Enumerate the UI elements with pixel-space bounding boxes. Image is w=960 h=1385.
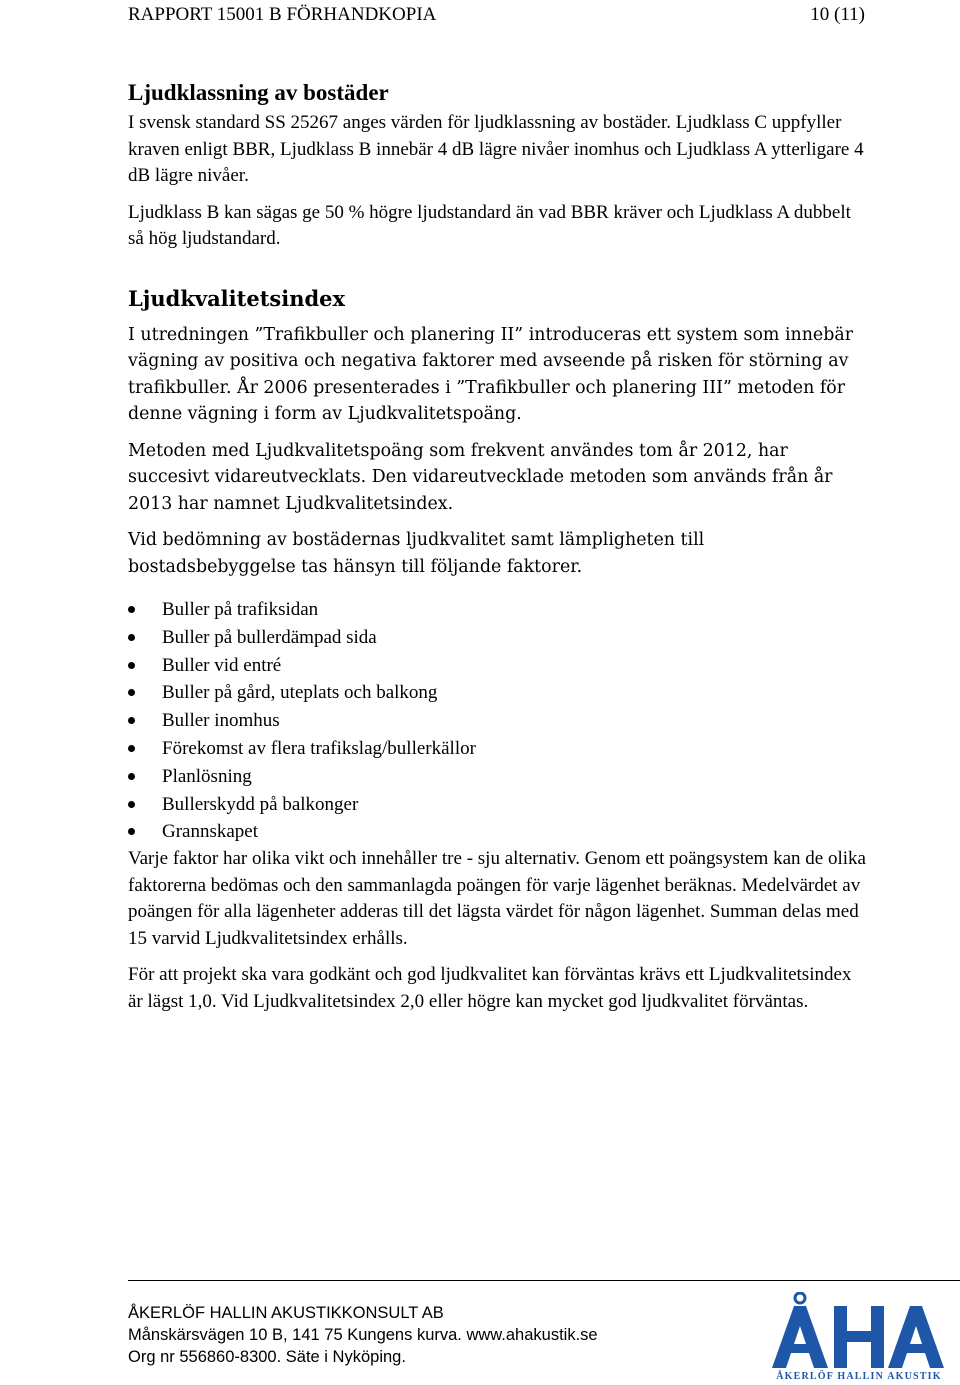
list-item: Buller på trafiksidan (128, 596, 868, 624)
list-item: Buller på bullerdämpad sida (128, 624, 868, 652)
bullet-icon (128, 606, 135, 613)
list-item: Buller vid entré (128, 652, 868, 680)
paragraph: I svensk standard SS 25267 anges värden för ljudklassning av bostäder. Ljudklass C uppfyller kraven enligt BBR, Ljudklass B innebär 4 dB lägre nivåer inomhus och Ljudklass A ytterligare 4 dB lägre nivåer. (128, 112, 864, 186)
aha-logo (764, 1292, 954, 1384)
bullet-icon (128, 801, 135, 808)
list-item: Förekomst av flera trafikslag/bullerkällor (128, 735, 868, 763)
paragraph: Metoden med Ljudkvalitetspoäng som frekvent användes tom år 2012, har succesivt vidareutvecklats. Den vidareutvecklade metoden som används från år 2013 har namnet Ljudkvalitetsindex. (128, 440, 833, 514)
company-address: Månskärsvägen 10 B, 141 75 Kungens kurva. www.ahakustik.se (128, 1326, 598, 1344)
paragraph: Ljudklass B kan sägas ge 50 % högre ljudstandard än vad BBR kräver och Ljudklass A dubbelt så hög ljudstandard. (128, 201, 851, 249)
page-number: 10 (11) (810, 4, 865, 25)
bullet-icon (128, 717, 135, 724)
factor-list (128, 596, 868, 846)
company-org-number: Org nr 556860-8300. Säte i Nyköping. (128, 1348, 406, 1366)
paragraph: I utredningen ”Trafikbuller och planering II” introduceras ett system som innebär vägning av positiva och negativa faktorer med avseende på risken för störning av trafikbuller. År 2006 presenterades i ”Trafikbuller och planering III” metoden för denne vägning i form av Ljudkvalitetspoäng. (128, 324, 854, 424)
list-item: Bullerskydd på balkonger (128, 791, 868, 819)
page-header (128, 4, 865, 26)
report-title: RAPPORT 15001 B FÖRHANDKOPIA (128, 4, 437, 25)
footer-divider (128, 1280, 960, 1281)
section-heading-ljudklassning: Ljudklassning av bostäder (128, 80, 389, 105)
paragraph: Vid bedömning av bostädernas ljudkvalitet samt lämpligheten till bostadsbebyggelse tas hänsyn till följande faktorer. (128, 530, 705, 577)
bullet-icon (128, 828, 135, 835)
bullet-icon (128, 662, 135, 669)
list-item: Buller inomhus (128, 707, 868, 735)
bullet-icon (128, 689, 135, 696)
list-item: Buller på gård, uteplats och balkong (128, 679, 868, 707)
logo-wordmark: ÅKERLÖF HALLIN AKUSTIK (776, 1371, 942, 1382)
aha-logo-icon (764, 1292, 954, 1370)
bullet-icon (128, 634, 135, 641)
paragraph: Varje faktor har olika vikt och innehåller tre - sju alternativ. Genom ett poängsystem kan de olika faktorerna bedömas och den sammanlagda poängen för varje lägenhet beräknas. Medelvärdet av poängen för alla lägenheter adderas till det lägsta värdet för någon lägenhet. Summan delas med 15 varvid Ljudkvalitetsindex erhålls. (128, 848, 866, 949)
bullet-icon (128, 773, 135, 780)
company-name: ÅKERLÖF HALLIN AKUSTIKKONSULT AB (128, 1304, 444, 1322)
footer (128, 1302, 598, 1368)
list-item: Planlösning (128, 763, 868, 791)
bullet-icon (128, 745, 135, 752)
document-body (128, 76, 868, 1015)
paragraph: För att projekt ska vara godkänt och god ljudkvalitet kan förväntas krävs ett Ljudkvalitetsindex är lägst 1,0. Vid Ljudkvalitetsindex 2,0 eller högre kan mycket god ljudkvalitet förväntas. (128, 964, 852, 1012)
section-heading-ljudkvalitetsindex: Ljudkvalitetsindex (128, 285, 346, 311)
list-item: Grannskapet (128, 818, 868, 846)
